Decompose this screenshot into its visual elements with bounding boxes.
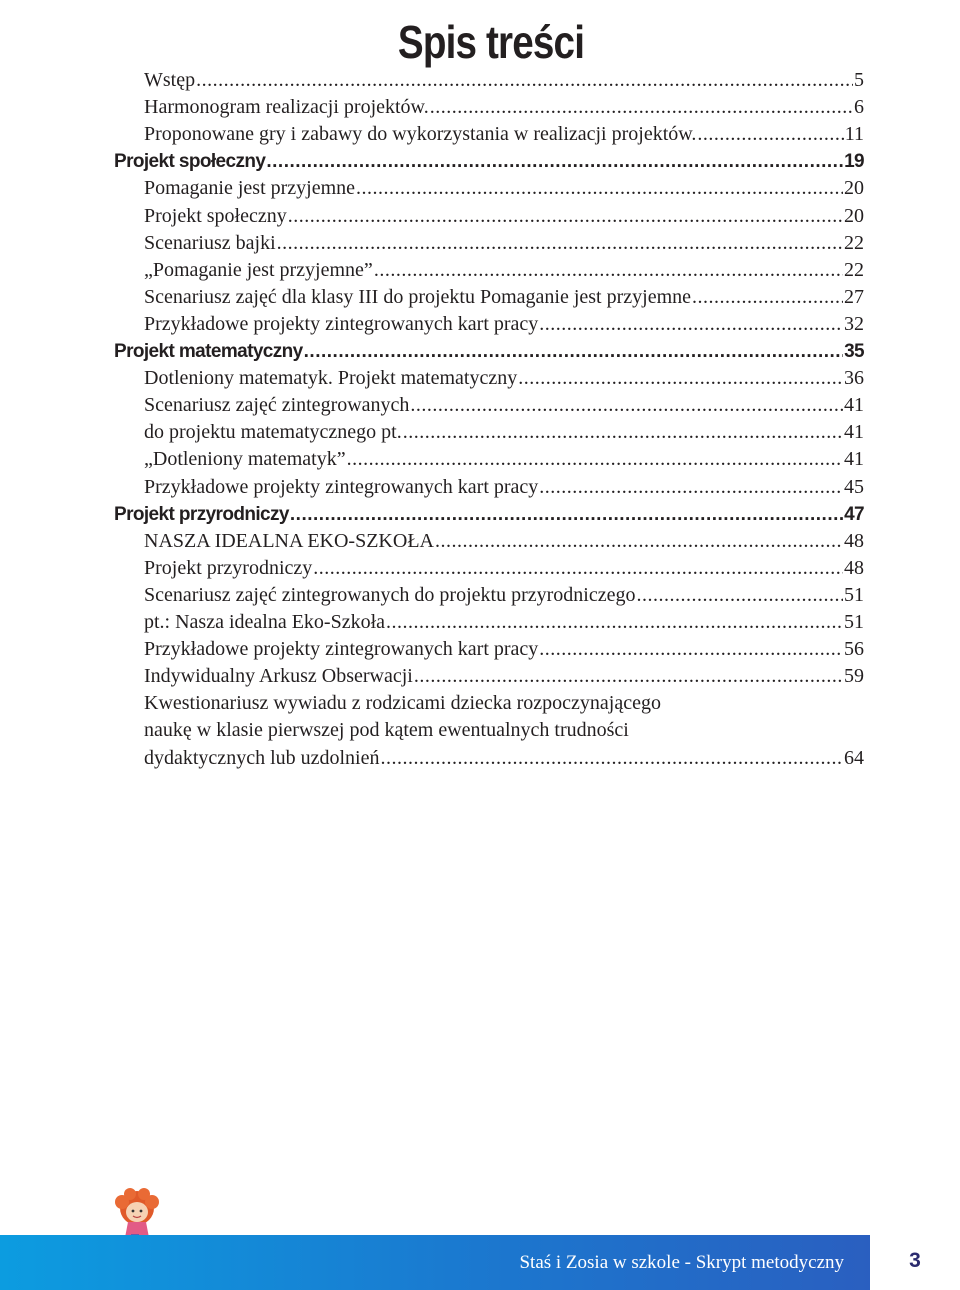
toc-entry-title: „Pomaganie jest przyjemne” bbox=[144, 259, 373, 281]
toc-entry bbox=[144, 284, 864, 311]
toc-entry bbox=[144, 528, 864, 555]
dot-leader bbox=[288, 203, 843, 230]
toc-page-number: 45 bbox=[844, 476, 864, 498]
dot-leader bbox=[196, 67, 853, 94]
toc-page-number: 64 bbox=[844, 747, 864, 769]
toc-page-number: 27 bbox=[844, 286, 864, 308]
toc-entry bbox=[144, 419, 864, 446]
toc-entry bbox=[144, 121, 864, 148]
toc-page-number: 6 bbox=[854, 96, 864, 118]
toc-entry bbox=[144, 582, 864, 609]
toc-entry-title: Indywidualny Arkusz Obserwacji bbox=[144, 665, 413, 687]
toc-entry bbox=[144, 663, 864, 690]
toc-page-number: 51 bbox=[844, 584, 864, 606]
dot-leader bbox=[435, 528, 843, 555]
toc-entry-title: „Dotleniony matematyk” bbox=[144, 448, 346, 470]
dot-leader bbox=[277, 230, 843, 257]
toc-entry-title: pt.: Nasza idealna Eko-Szkoła bbox=[144, 611, 386, 633]
toc-entry-title: Proponowane gry i zabawy do wykorzystania w realizacji projektów. bbox=[144, 123, 697, 145]
toc-page-number: 19 bbox=[844, 151, 864, 172]
dot-leader bbox=[356, 175, 843, 202]
dot-leader bbox=[403, 419, 843, 446]
toc-page-number: 51 bbox=[844, 611, 864, 633]
toc-entry-title: Projekt przyrodniczy bbox=[144, 557, 313, 579]
toc-entry-title: Scenariusz zajęć dla klasy III do projektu Pomaganie jest przyjemne bbox=[144, 286, 692, 308]
toc-entry-title: dydaktycznych lub uzdolnień bbox=[144, 747, 380, 769]
toc-page-number: 48 bbox=[844, 530, 864, 552]
dot-leader bbox=[518, 365, 843, 392]
toc-text-line: naukę w klasie pierwszej pod kątem ewentualnych trudności bbox=[144, 719, 629, 741]
toc-page-number: 32 bbox=[844, 313, 864, 335]
toc-entry-title: Scenariusz bajki bbox=[144, 232, 276, 254]
toc-entry bbox=[144, 94, 864, 121]
toc-text-line: Kwestionariusz wywiadu z rodzicami dziecka rozpoczynającego bbox=[144, 692, 661, 714]
toc-entry bbox=[144, 555, 864, 582]
toc-entry-title: Harmonogram realizacji projektów. bbox=[144, 96, 429, 118]
toc-entry-title: Wstęp bbox=[144, 69, 196, 91]
toc-page-number: 48 bbox=[844, 557, 864, 579]
toc-entry-title: Projekt społeczny bbox=[144, 205, 287, 227]
toc-page-number: 41 bbox=[844, 394, 864, 416]
toc-page-number: 20 bbox=[844, 177, 864, 199]
toc-page-number: 59 bbox=[844, 665, 864, 687]
toc-page-number: 41 bbox=[844, 421, 864, 443]
page-number-box bbox=[870, 1235, 960, 1290]
toc-entry bbox=[144, 311, 864, 338]
toc-page-number: 36 bbox=[844, 367, 864, 389]
toc-page-number: 22 bbox=[844, 259, 864, 281]
toc-section bbox=[114, 338, 864, 365]
toc-page-number: 56 bbox=[844, 638, 864, 660]
toc-entry-title: Przykładowe projekty zintegrowanych kart pracy bbox=[144, 638, 539, 660]
toc-entry-title: Projekt społeczny bbox=[114, 151, 266, 172]
dot-leader bbox=[430, 94, 853, 121]
dot-leader bbox=[347, 446, 843, 473]
toc-entry bbox=[144, 203, 864, 230]
dot-leader bbox=[539, 311, 843, 338]
toc-entry-title: Przykładowe projekty zintegrowanych kart pracy bbox=[144, 313, 539, 335]
toc-entry-title: Pomaganie jest przyjemne bbox=[144, 177, 356, 199]
toc-entry-title: Scenariusz zajęć zintegrowanych do projektu przyrodniczego bbox=[144, 584, 636, 606]
toc-page-number: 5 bbox=[854, 69, 864, 91]
page-title: Spis treści bbox=[397, 16, 585, 68]
toc-page-number: 11 bbox=[844, 123, 864, 145]
toc-entry-title: do projektu matematycznego pt. bbox=[144, 421, 402, 443]
toc-entry bbox=[144, 257, 864, 284]
toc-section bbox=[114, 148, 864, 175]
dot-leader bbox=[313, 555, 843, 582]
dot-leader bbox=[386, 609, 843, 636]
toc-entry bbox=[144, 392, 864, 419]
footer-bar bbox=[0, 1235, 870, 1290]
toc-entry bbox=[144, 474, 864, 501]
toc-section bbox=[114, 501, 864, 528]
dot-leader bbox=[290, 501, 843, 528]
dot-leader bbox=[374, 257, 843, 284]
dot-leader bbox=[410, 392, 843, 419]
toc-entry-title: Projekt przyrodniczy bbox=[114, 504, 289, 525]
dot-leader bbox=[539, 474, 843, 501]
dot-leader bbox=[304, 338, 843, 365]
toc-entry-title: Projekt matematyczny bbox=[114, 341, 303, 362]
toc-entry-title: Przykładowe projekty zintegrowanych kart pracy bbox=[144, 476, 539, 498]
footer-title: Staś i Zosia w szkole - Skrypt metodyczny bbox=[519, 1252, 844, 1273]
toc-entry-title: NASZA IDEALNA EKO-SZKOŁA bbox=[144, 530, 434, 552]
toc-entry bbox=[144, 609, 864, 636]
dot-leader bbox=[414, 663, 843, 690]
dot-leader bbox=[692, 284, 843, 311]
dot-leader bbox=[539, 636, 843, 663]
toc-entry bbox=[144, 230, 864, 257]
toc-entry bbox=[144, 67, 864, 94]
toc-entry bbox=[144, 365, 864, 392]
toc-entry bbox=[144, 745, 864, 772]
toc-entry bbox=[144, 636, 864, 663]
toc-page-number: 20 bbox=[844, 205, 864, 227]
page-number: 3 bbox=[909, 1249, 921, 1272]
toc-entry bbox=[144, 175, 864, 202]
toc-page-number: 35 bbox=[844, 341, 864, 362]
toc-entry bbox=[144, 446, 864, 473]
toc-page-number: 47 bbox=[844, 504, 864, 525]
dot-leader bbox=[381, 745, 844, 772]
toc-page-number: 41 bbox=[844, 448, 864, 470]
toc-entry-title: Scenariusz zajęć zintegrowanych bbox=[144, 394, 410, 416]
dot-leader bbox=[266, 148, 843, 175]
dot-leader bbox=[636, 582, 843, 609]
toc-page-number: 22 bbox=[844, 232, 864, 254]
dot-leader bbox=[697, 121, 843, 148]
toc-entry-title: Dotleniony matematyk. Projekt matematyczny bbox=[144, 367, 518, 389]
